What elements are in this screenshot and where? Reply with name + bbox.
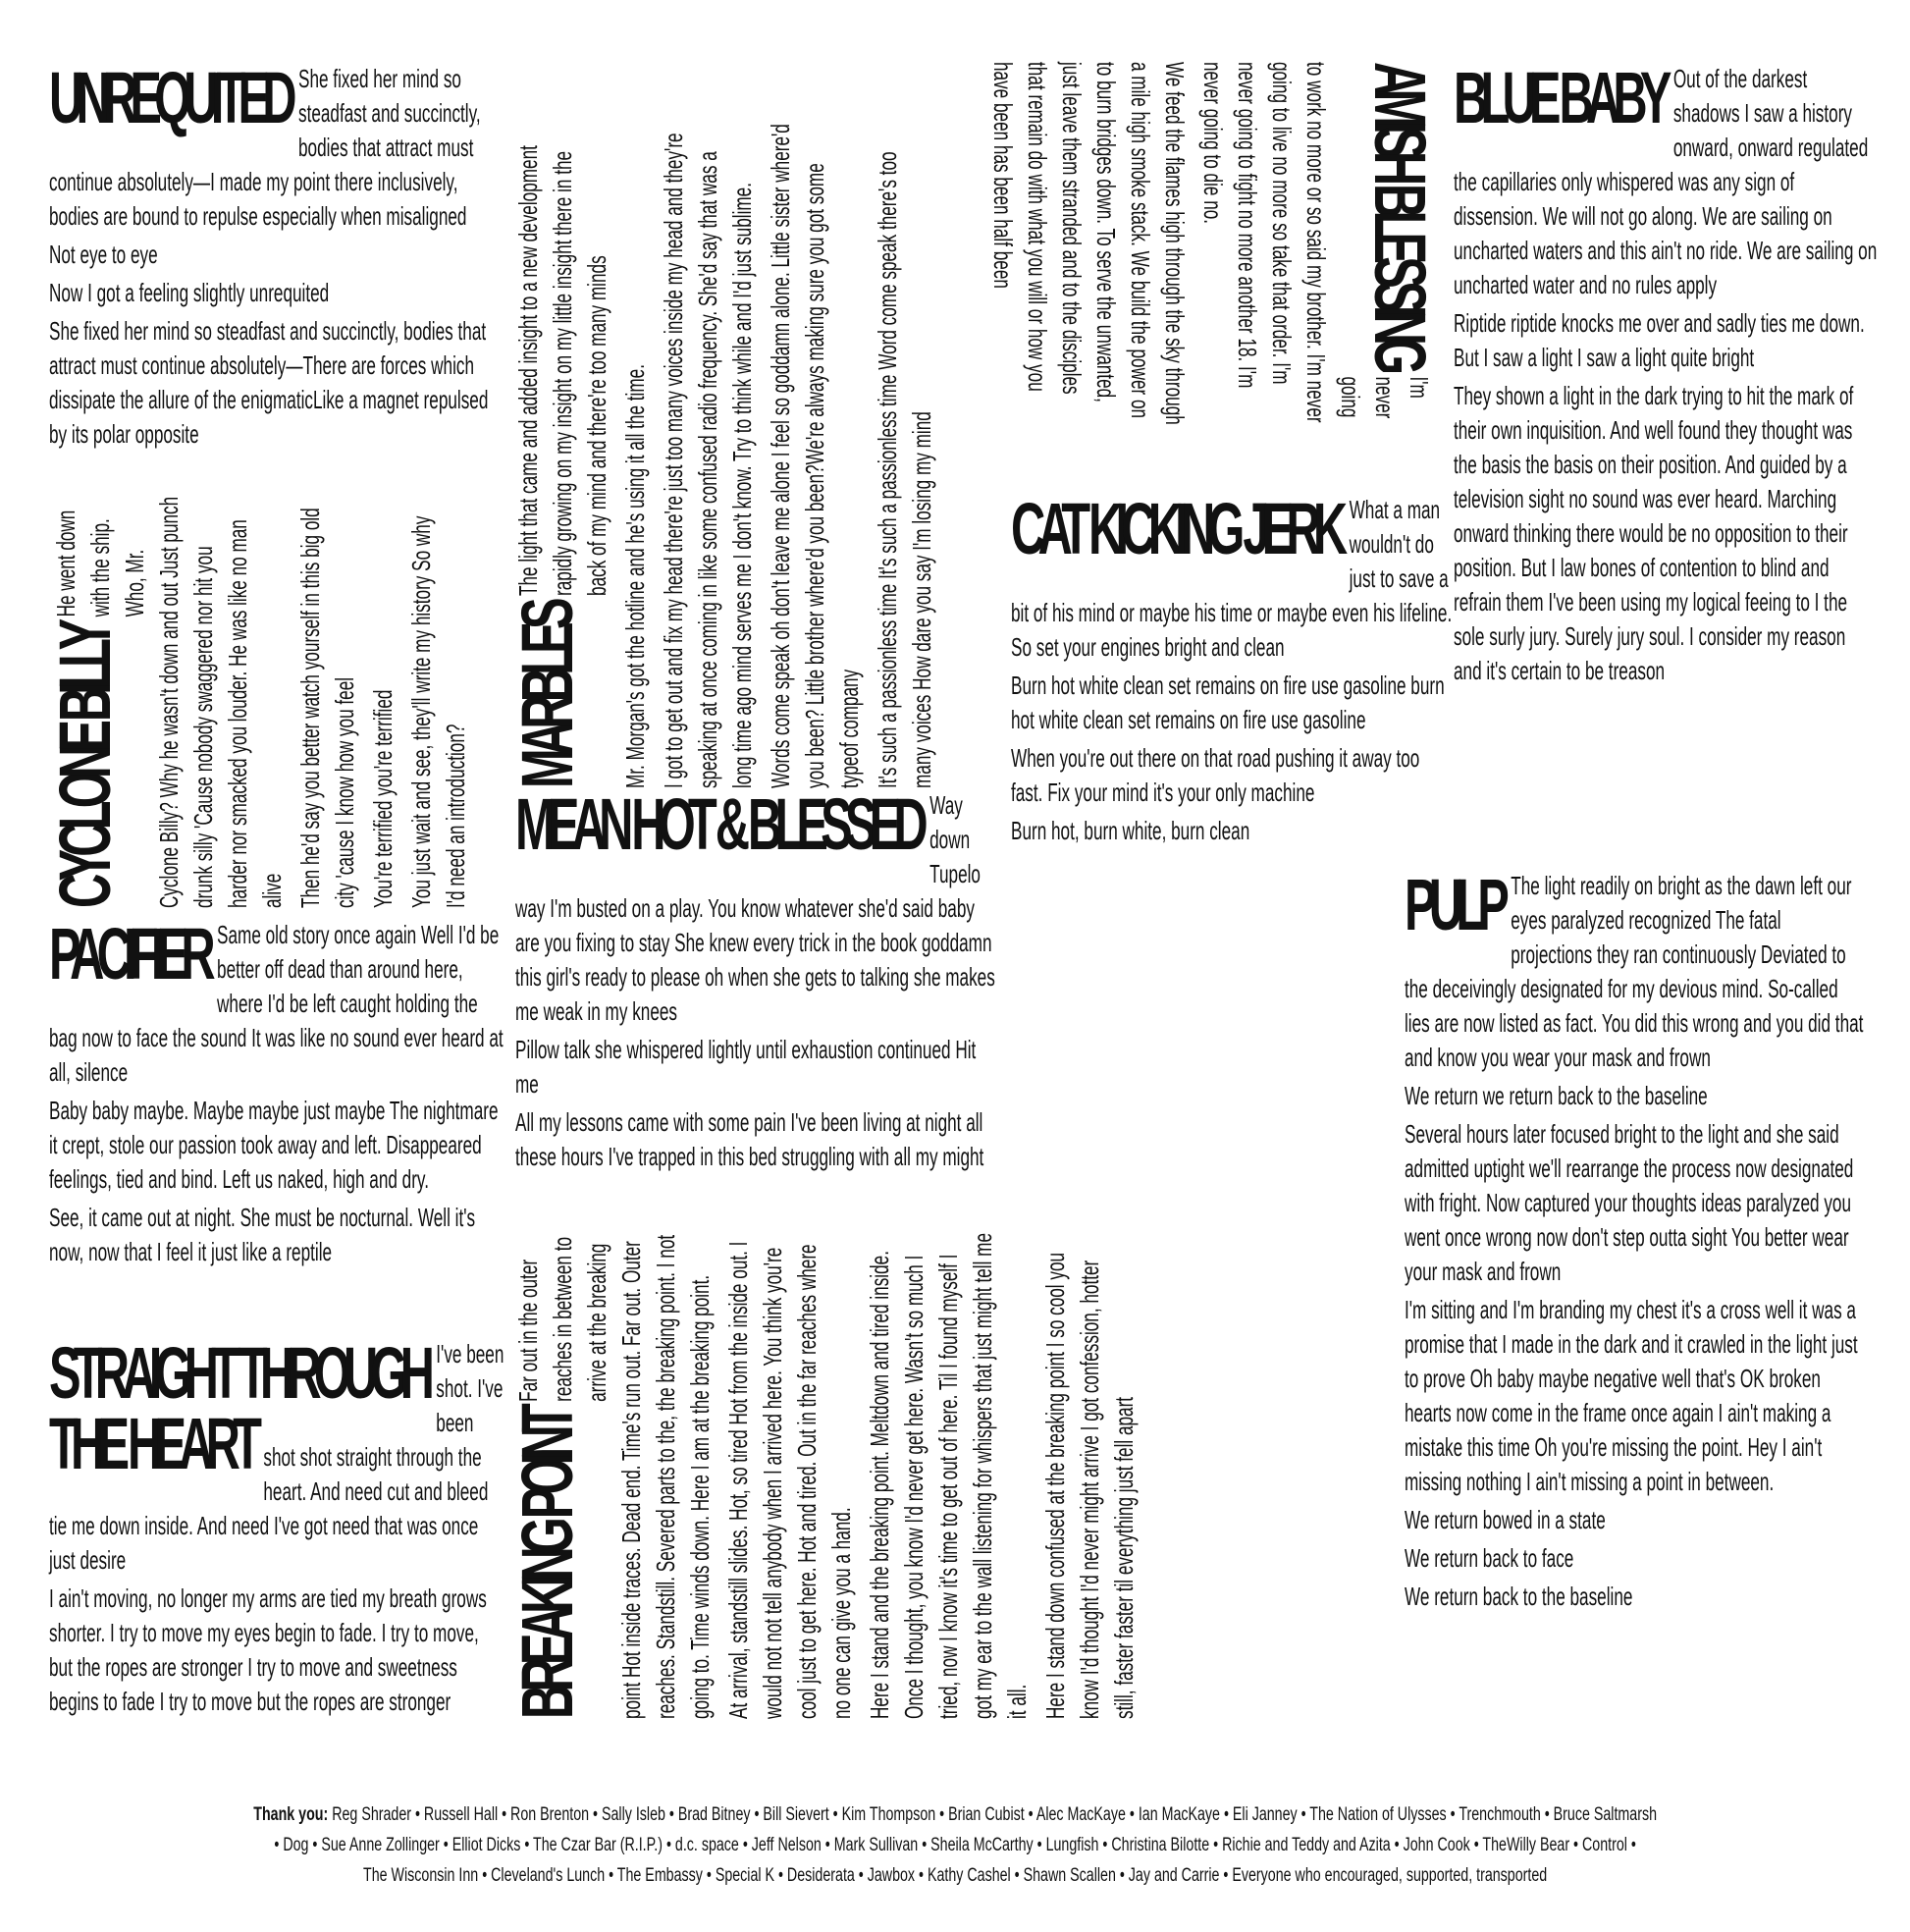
thank-you-credits [0,1799,1910,1891]
song-title: PACIFIER [49,913,208,994]
thanks-names: Reg Shrader • Russell Hall • Ron Brenton • Sally Isleb • Brad Bitney • Bill Sievert • Kim Thompson • Brian Cubist • Alec MacKaye • Ian MacKaye • Eli Janney • The Nation of Ulysses • Trenchmouth • Bruce Saltmarsh [332,1804,1657,1825]
song-pacifier [49,913,505,1273]
lyric-paragraph: I've been shot. I've been shot shot straight through the heart. And need cut and bleed tie me down inside. And need I've got need that was once just desire [49,1339,504,1575]
thanks-label: Thank you: [253,1804,329,1825]
lyric-paragraph: Pillow talk she whispered lightly until exhaustion continued Hit me [515,1035,977,1099]
lyric-paragraph: Out of the darkest shadows I saw a history onward, onward regulated the capillaries only whispered was any sign of dissension. We will not go along. We are sailing on uncharted waters and this ain't no ride. We are sailing on uncharted water and no rules apply [1454,64,1878,299]
song-title: CYCLONE BILLY [44,625,126,908]
lyric-paragraph: Same old story once again Well I'd be better off dead than around here, where I'd be left caught holding the bag now to face the sound It was like no sound ever heard at all, silence [49,920,504,1087]
song-body [985,62,1441,425]
lyric-paragraph: The light readily on bright as the dawn left our eyes paralyzed recognized The fatal projections they ran continuously Deviated to the deceivingly designated for my devious mind. So-called lies are now listed as fact. You did this wrong and you did that and know you wear your mask and frown [1405,871,1864,1072]
lyric-paragraph: He went down with the ship. Who, Mr. Cyclone Billy? Why he wasn't down and out Just punch drunk silly 'Cause nobody swaggered nor hit you harder nor smacked you louder. He was like no man alive [51,496,287,908]
lyric-paragraph: I got to get out and fix my head there're just too many voices inside my head and they're speaking at once coming in like some confused radio frequency. She'd say that was a long time ago mind serves me I don't know. Try to think while and I'd just sublime. [659,133,757,788]
thanks-line: The Wisconsin Inn • Cleveland's Lunch • The Embassy • Special K • Desiderata • Jawbox • Kathy Cashel • Shawn Scallen • Jay and Carrie • Everyone who encouraged, supported, transported [363,1865,1548,1886]
lyric-paragraph: All my lessons came with some pain I've been living at night all these hours I've trapped in this bed struggling with all my might [515,1107,984,1171]
song-breaking-point [506,1232,1214,1719]
thanks-line: • Dog • Sue Anne Zollinger • Elliot Dicks • The Czar Bar (R.I.P.) • d.c. space • Jeff Nelson • Mark Sullivan • Sheila McCarthy • Lungfish • Christina Bilotte • Richie and Teddy and Azita • John Cook • TheWilly Bear • Control • [274,1835,1636,1855]
lyric-paragraph: She fixed her mind so steadfast and succinctly, bodies that attract must continue absolutely—There are forces which dissipate the allure of the enigmaticLike a magnet repulsed by its polar opposite [49,316,489,449]
song-body [506,1232,1141,1719]
lyric-paragraph: The light that came and added insight to a new development rapidly growing on my insight on my little insight there in the back of my mind and there're too many minds [513,145,611,596]
song-unrequited [49,57,505,456]
lyric-paragraph: I ain't moving, no longer my arms are tied my breath grows shorter. I try to move my eyes begin to fade. I try to move, but the ropes are stronger I try to move and sweetness begins to fade I try to move but the ropes are stronger [49,1583,487,1716]
song-straight-through-the-heart [49,1332,505,1723]
lyric-paragraph: It's such a passionless time It's such a passionless time Word come speak there's too many voices How dare you say I'm losing my mind [873,151,936,788]
song-title: BREAKING POINT [506,1411,588,1719]
lyric-paragraph: Here I stand down confused at the breaking point I so cool you know I'd thought I'd never might arrive I got confession, hotter still, faster faster til everything just fell apart [1040,1252,1139,1719]
lyric-paragraph: Not eye to eye [49,240,158,269]
song-body [506,117,939,788]
lyric-paragraph: Burn hot, burn white, burn clean [1011,816,1250,845]
song-body [1405,864,1866,1614]
thanks-line [0,1799,1910,1830]
lyric-paragraph: They shown a light in the dark trying to hit the mark of their own inquisition. And well found they thought was the basis the basis on their position. And guided by a television sight no sound was ever heard. Marching onward thinking there would be no opposition to their position. But I law bones of contention to blind and refrain them I've been using my logical feeing to I the sole surly jury. Surely jury soul. I consider my reason and it's certain to be treason [1454,381,1854,685]
song-title: PULP [1405,864,1502,945]
song-blue-baby [1454,57,1878,692]
lyric-paragraph: You just wait and see, they'll write my history So why I'd need an introduction? [406,515,470,908]
lyric-paragraph: Burn hot white clean set remains on fire use gasoline burn hot white clean set remains on fire use gasoline [1011,671,1445,734]
song-cat-kicking-jerk [1011,488,1453,852]
song-body [515,783,1001,1174]
song-body [49,913,505,1269]
lyric-paragraph: You're terrified you're terrified [368,689,398,908]
lyric-paragraph: We feed the flames high through the sky through a mile high smoke stack. We build the power on to burn bridges down. To serve the unwanted, just leave them stranded and to the disciples that remain do with what you will or how you have been has been half been [988,62,1190,425]
lyric-paragraph: I'm never going to work no more or so said my brother. I'm never going to live no more so take that order. I'm never going to fight no more another 18. I'm never going to die no. [1198,62,1434,423]
song-title: MEAN HOT & BLESSED [515,783,921,865]
lyric-paragraph: Now I got a feeling slightly unrequited [49,278,330,307]
lyric-paragraph: We return bowed in a state [1405,1505,1606,1534]
lyric-paragraph: Far out in the outer reaches in between to arrive at the breaking point Hot inside traces. Dead end. Time's run out. Far out. Outer reaches. Standstill. Severed parts to the, the breaking point. I not going to. Time winds down. Here I am at the breaking point. [513,1234,715,1719]
song-title: CAT KICKING JERK [1011,488,1341,569]
song-title: AMISH BLESSING [1359,62,1441,368]
lyric-paragraph: When you're out there on that road pushing it away too fast. Fix your mind it's your only machine [1011,743,1420,807]
lyric-paragraph: See, it came out at night. She must be nocturnal. Well it's now, now that I feel it just like a reptile [49,1203,476,1266]
lyric-paragraph: Here I stand and the breaking point. Meltdown and tired inside. Once I thought, you know I'd never get here. Wasn't so much I tried, now I know it's time to get out of here. Til I found myself I got my ear to the wall listening for whispers that just might tell me it all. [865,1233,1032,1719]
song-cyclone-billy [44,495,470,908]
song-title: MARBLES [506,605,588,788]
song-body [1011,488,1453,848]
lyric-paragraph: We return back to face [1405,1543,1574,1573]
song-title: STRAIGHT THROUGH [49,1332,428,1414]
song-title: THE HEART [49,1403,255,1484]
song-body [1454,57,1878,688]
lyric-paragraph: Words come speak oh don't leave me alone I feel so goddamn alone. Little sister where'd you been? Little brother where'd you been?We're always making sure you got some typeof company [766,124,864,788]
lyric-paragraph: I'm sitting and I'm branding my chest it's a cross well it was a promise that I made in the dark and it crawled in the light just to prove Oh baby maybe negative well that's OK broken hearts now come in the frame once again I ain't making a mistake this time Oh you're missing the point. Hey I ain't missing nothing I ain't missing a point in between. [1405,1295,1858,1496]
song-pulp [1405,864,1866,1618]
lyric-paragraph: Then he'd say you better watch yourself in this big old city 'cause I know how you feel [295,508,359,908]
lyric-paragraph: Baby baby maybe. Maybe maybe just maybe The nightmare it crept, stole our passion took away and left. Disappeared feelings, tied and bind. Left us naked, high and dry. [49,1096,499,1194]
song-body [49,1332,505,1719]
song-mean-hot-blessed [515,783,1001,1178]
lyric-paragraph: Riptide riptide knocks me over and sadly ties me down. But I saw a light I saw a light quite bright [1454,308,1865,372]
song-body [44,495,473,908]
lyric-paragraph: Several hours later focused bright to the light and she said admitted uptight we'll rearrange the process now designated with fright. Now captured your thoughts ideas paralyzed you went once wrong now don't step outta sight You better wear your mask and frown [1405,1119,1854,1286]
lyric-paragraph: She fixed her mind so steadfast and succinctly, bodies that attract must continue absolutely—I made my point there inclusively, bodies are bound to repulse especially when misaligned [49,64,481,231]
lyric-paragraph: We return we return back to the baseline [1405,1081,1708,1110]
song-marbles [506,117,985,788]
lyric-paragraph: What a man wouldn't do just to save a bit of his mind or maybe his time or maybe even his lifeline. So set your engines bright and clean [1011,495,1453,662]
lyric-paragraph: Way down Tupelo way I'm busted on a play. You know whatever she'd said baby are you fixing to stay She knew every trick in the book goddamn this girl's ready to please oh when she gets to talking she makes me weak in my knees [515,790,995,1026]
song-title: UNREQUITED [49,57,290,138]
lyric-paragraph: We return back to the baseline [1405,1582,1633,1611]
song-title: BLUE BABY [1454,57,1665,138]
song-body [49,57,505,452]
lyric-paragraph: At arrival, standstill slides. Hot, so tired Hot from the inside out. I would not not tell anybody when I arrived here. You think you're cool just to get here. Hot and tired. Out in the far reaches where no one can give you a hand. [723,1241,856,1719]
lyric-paragraph: Mr. Morgan's got the hotline and he's using it all the time. [620,364,650,788]
song-amish-blessing [988,62,1441,425]
